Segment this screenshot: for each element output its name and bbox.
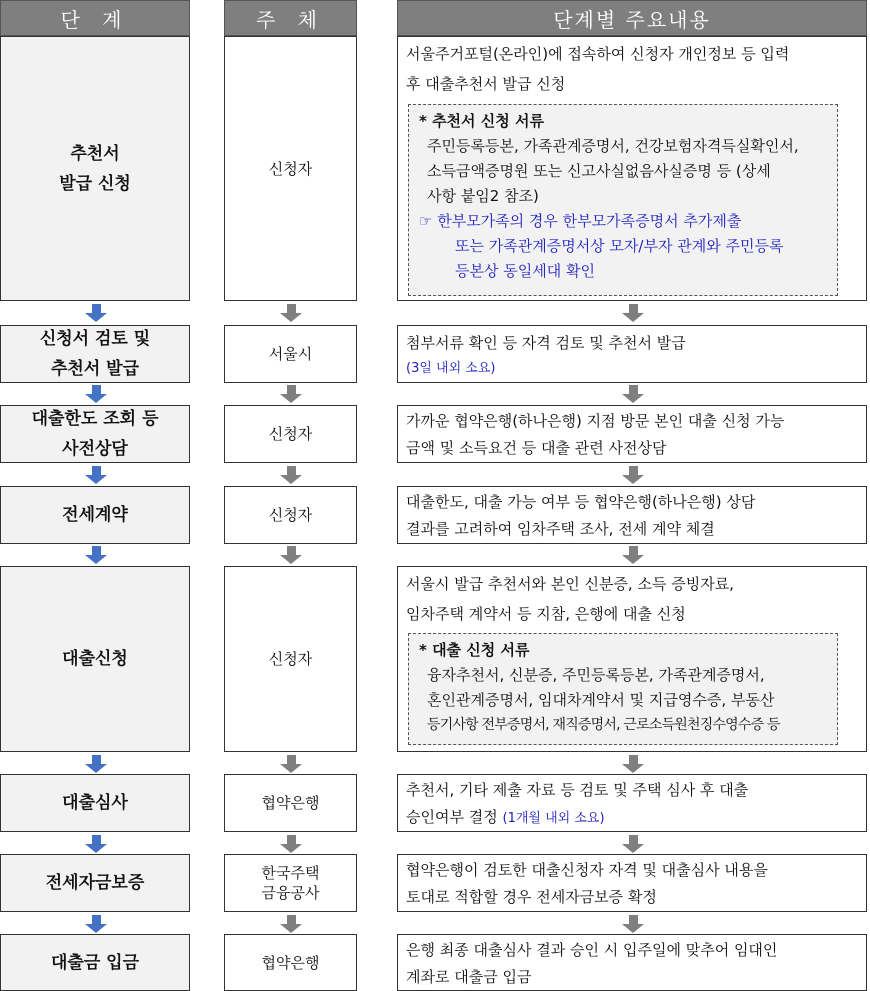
actor-label: 신청자 <box>268 650 313 668</box>
content-line: 토대로 적합할 경우 전세자금보증 확정 <box>406 888 657 906</box>
documents-title: * 추천서 신청 서류 <box>419 112 544 130</box>
content-line: 계좌로 대출금 입금 <box>406 968 532 986</box>
duration-note: (3일 내외 소요) <box>406 361 496 376</box>
header-stage: 단 계 <box>0 0 190 36</box>
documents-line: 주민등록등본, 가족관계증명서, 건강보험자격득실확인서, <box>427 137 799 155</box>
actor-cell <box>224 36 357 301</box>
stage-label: 전세계약 <box>62 505 128 525</box>
stage-cell <box>0 405 190 463</box>
content-line: 결과를 고려하여 임차주택 조사, 전세 계약 체결 <box>406 520 715 538</box>
actor-label: 금융공사 <box>261 884 320 902</box>
actor-label: 신청자 <box>268 425 313 443</box>
content-cell <box>397 854 867 912</box>
content-line: 은행 최종 대출심사 결과 승인 시 입주일에 맞추어 임대인 <box>406 941 778 959</box>
required-documents-box <box>408 633 838 745</box>
stage-label: 추천서 발급 <box>50 359 140 379</box>
documents-title: * 대출 신청 서류 <box>419 641 530 659</box>
header-actor: 주 체 <box>224 0 357 36</box>
actor-label: 한국주택 <box>261 864 320 882</box>
stage-cell <box>0 774 190 832</box>
required-documents-box <box>408 104 838 296</box>
actor-label: 서울시 <box>268 345 313 363</box>
content-line: 서울주거포털(온라인)에 접속하여 신청자 개인정보 등 입력 <box>406 45 790 63</box>
content-line <box>406 804 858 832</box>
documents-line: 등기사항 전부증명서, 재직증명서, 근로소득원천징수영수증 등 <box>427 717 780 733</box>
stage-label: 신청서 검토 및 <box>39 329 151 349</box>
content-line: 후 대출추천서 발급 신청 <box>406 75 566 93</box>
stage-label: 발급 신청 <box>59 173 131 194</box>
documents-line: 융자추천서, 신분증, 주민등록등본, 가족관계증명서, <box>427 666 765 684</box>
stage-cell <box>0 854 190 912</box>
stage-label: 전세자금보증 <box>45 873 145 893</box>
actor-label: 협약은행 <box>261 953 320 972</box>
content-line: 대출한도, 대출 가능 여부 등 협약은행(하나은행) 상담 <box>406 493 756 511</box>
note-line: 등본상 동일세대 확인 <box>455 262 595 280</box>
actor-cell <box>224 566 357 752</box>
header-content: 단계별 주요내용 <box>397 0 867 36</box>
content-line: 서울시 발급 추천서와 본인 신분증, 소득 증빙자료, <box>406 575 734 593</box>
content-cell <box>397 405 867 463</box>
stage-label: 대출금 입금 <box>50 952 140 973</box>
content-cell <box>397 325 867 383</box>
content-line: 임차주택 계약서 등 지참, 은행에 대출 신청 <box>406 605 686 623</box>
content-line: 가까운 협약은행(하나은행) 지점 방문 본인 대출 신청 가능 <box>406 412 785 430</box>
actor-label: 신청자 <box>268 506 313 524</box>
documents-line: 소득금액증명원 또는 신고사실없음사실증명 등 (상세 <box>427 162 771 180</box>
content-line: 협약은행이 검토한 대출신청자 자격 및 대출심사 내용을 <box>406 861 768 879</box>
stage-label: 대출한도 조회 등 <box>31 409 159 429</box>
actor-label: 신청자 <box>268 159 313 178</box>
stage-cell <box>0 486 190 544</box>
content-line: 금액 및 소득요건 등 대출 관련 사전상담 <box>406 439 667 457</box>
actor-cell <box>224 854 357 912</box>
stage-label: 사전상담 <box>62 439 128 459</box>
content-cell <box>397 486 867 544</box>
content-cell <box>397 774 867 832</box>
stage-cell <box>0 566 190 752</box>
stage-label: 대출심사 <box>62 793 128 813</box>
actor-cell <box>224 774 357 832</box>
actor-cell <box>224 325 357 383</box>
duration-note: (1개월 내외 소요) <box>502 811 605 826</box>
note-line: ☞ 한부모가족의 경우 한부모가족증명서 추가제출 <box>419 212 742 230</box>
actor-cell <box>224 405 357 463</box>
documents-line: 혼인관계증명서, 임대차계약서 및 지급영수증, 부동산 <box>427 691 775 709</box>
content-cell <box>397 934 867 991</box>
stage-cell <box>0 36 190 301</box>
actor-label: 협약은행 <box>261 794 320 812</box>
note-line: 또는 가족관계증명서상 모자/부자 관계와 주민등록 <box>455 237 784 255</box>
stage-cell <box>0 325 190 383</box>
actor-cell <box>224 486 357 544</box>
documents-line: 사항 붙임2 참조) <box>427 187 539 205</box>
stage-label: 추천서 <box>70 143 120 164</box>
content-line: 추천서, 기타 제출 자료 등 검토 및 주택 심사 후 대출 <box>406 781 749 799</box>
stage-cell <box>0 934 190 991</box>
stage-label: 대출신청 <box>62 649 128 669</box>
actor-cell <box>224 934 357 991</box>
content-line: 첨부서류 확인 등 자격 검토 및 추천서 발급 <box>406 334 686 352</box>
single-parent-note <box>419 209 829 284</box>
content-text: 승인여부 결정 <box>406 808 498 826</box>
